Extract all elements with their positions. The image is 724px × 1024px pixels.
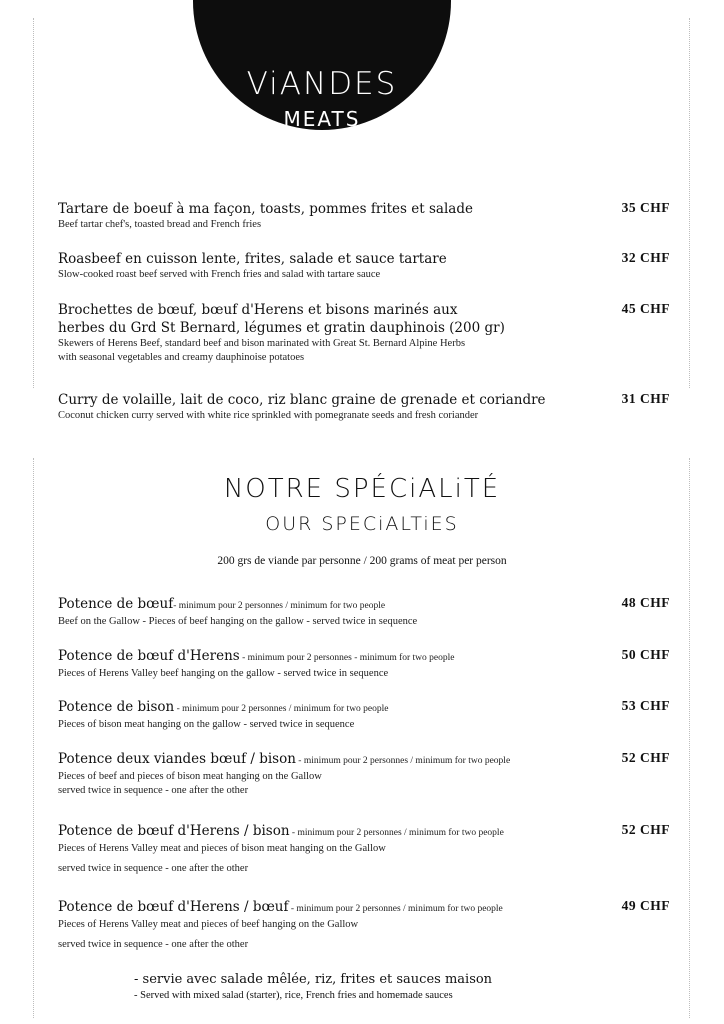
special-desc-en: Pieces of Herens Valley meat and pieces of bison meat hanging on the Gallow <box>58 843 386 854</box>
special-item <box>58 822 670 876</box>
special-name: Potence de bœuf d'Herens <box>58 648 240 664</box>
special-desc-en-line2: served twice in sequence - one after the other <box>58 939 249 950</box>
left-dotted-line-top <box>33 18 34 388</box>
menu-item <box>58 200 670 232</box>
item-desc-en-line2: with seasonal vegetables and creamy dauphinoise potatoes <box>58 352 305 363</box>
special-minimum: - minimum pour 2 personnes / minimum for two people <box>289 828 504 838</box>
item-name-fr: Curry de volaille, lait de coco, riz blanc graine de grenade et coriandre <box>58 392 546 408</box>
footer-note-fr: - servie avec salade mêlée, riz, frites et sauces maison <box>134 972 493 987</box>
left-dotted-line-bottom <box>33 458 34 1018</box>
special-item <box>58 698 670 732</box>
right-dotted-line-bottom <box>689 458 690 1018</box>
item-price: 31 CHF <box>621 391 670 406</box>
menu-item <box>58 250 670 282</box>
special-name: Potence de bœuf d'Herens / bœuf <box>58 899 289 915</box>
special-desc-en-line2: served twice in sequence - one after the other <box>58 863 249 874</box>
special-minimum: - minimum pour 2 personnes / minimum for two people <box>288 904 503 914</box>
item-price: 45 CHF <box>621 301 670 316</box>
page-title: ViANDES <box>246 66 398 102</box>
specialty-title: NOTRE SPÉCiALiTÉ <box>223 474 501 504</box>
special-item <box>58 750 670 798</box>
page-subtitle: MEATS <box>283 107 361 131</box>
item-desc-en: Skewers of Herens Beef, standard beef and bison marinated with Great St. Bernard Alpine Herbs <box>58 338 466 349</box>
special-name: Potence de bœuf <box>58 596 174 612</box>
item-name-fr-line2: herbes du Grd St Bernard, légumes et gratin dauphinois (200 gr) <box>58 320 505 336</box>
footer-note-en: - Served with mixed salad (starter), rice, French fries and homemade sauces <box>134 990 453 1001</box>
specialty-subtitle: OUR SPECiALTiES <box>265 513 459 535</box>
portion-note: 200 grs de viande par personne / 200 grams of meat per person <box>217 555 507 567</box>
special-item <box>58 647 670 681</box>
menu-item <box>58 301 670 365</box>
special-price: 52 CHF <box>621 822 670 837</box>
special-desc-en: Pieces of bison meat hanging on the gallow - served twice in sequence <box>58 719 355 730</box>
right-dotted-line-top <box>689 18 690 388</box>
special-name: Potence de bœuf d'Herens / bison <box>58 823 290 839</box>
special-price: 52 CHF <box>621 750 670 765</box>
footer-note <box>134 971 492 1003</box>
special-item <box>58 898 670 952</box>
special-desc-en-line2: served twice in sequence - one after the other <box>58 785 249 796</box>
special-minimum: - minimum pour 2 personnes / minimum for two people <box>173 601 386 611</box>
item-name-fr: Tartare de boeuf à ma façon, toasts, pommes frites et salade <box>58 201 473 217</box>
special-minimum: - minimum pour 2 personnes - minimum for two people <box>239 653 455 663</box>
special-price: 53 CHF <box>621 698 670 713</box>
special-minimum: - minimum pour 2 personnes / minimum for two people <box>174 704 389 714</box>
special-price: 48 CHF <box>621 595 670 610</box>
item-desc-en: Slow-cooked roast beef served with French fries and salad with tartare sauce <box>58 269 381 280</box>
item-name-fr: Roasbeef en cuisson lente, frites, salade et sauce tartare <box>58 251 447 267</box>
special-item <box>58 595 670 629</box>
special-name: Potence deux viandes bœuf / bison <box>58 751 296 767</box>
special-price: 49 CHF <box>621 898 670 913</box>
item-price: 32 CHF <box>621 250 670 265</box>
special-desc-en: Beef on the Gallow - Pieces of beef hanging on the gallow - served twice in sequence <box>58 616 418 627</box>
menu-item <box>58 391 670 423</box>
item-desc-en: Coconut chicken curry served with white rice sprinkled with pomegranate seeds and fresh coriander <box>58 410 479 421</box>
special-minimum: - minimum pour 2 personnes / minimum for two people <box>295 756 511 766</box>
special-price: 50 CHF <box>621 647 670 662</box>
special-name: Potence de bison <box>58 699 175 715</box>
special-desc-en: Pieces of Herens Valley beef hanging on the gallow - served twice in sequence <box>58 668 389 679</box>
item-price: 35 CHF <box>621 200 670 215</box>
special-desc-en: Pieces of beef and pieces of bison meat hanging on the Gallow <box>58 771 322 782</box>
item-desc-en: Beef tartar chef's, toasted bread and French fries <box>58 219 262 230</box>
item-name-fr: Brochettes de bœuf, bœuf d'Herens et bisons marinés aux <box>58 302 458 318</box>
special-desc-en: Pieces of Herens Valley meat and pieces of beef hanging on the Gallow <box>58 919 359 930</box>
